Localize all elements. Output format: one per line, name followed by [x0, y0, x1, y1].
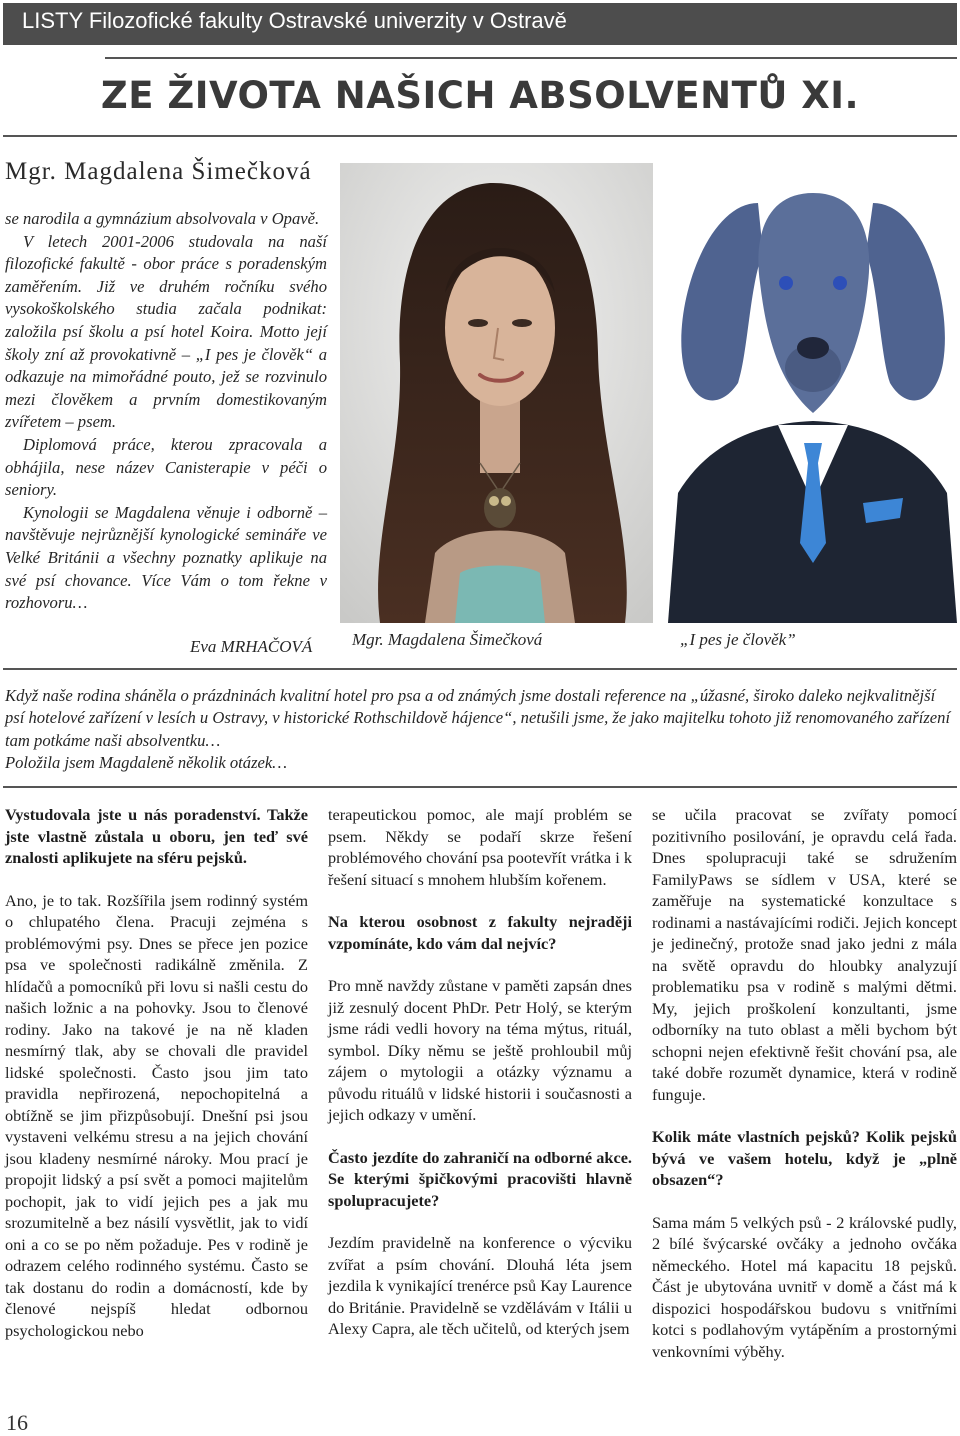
- intro-paragraph: Diplomová práce, kterou zpracovala a obhájila, nese název Canisterapie v péči o seniory.: [5, 434, 327, 500]
- page-number: 16: [6, 1410, 28, 1435]
- intro-paragraph: V letech 2001-2006 studovala na naší filozofické fakultě - obor práce s poradenským zaměřením. Již ve druhém ročníku svého vysokoškolského studia začala podnikat: založila psí školu a psí hotel Koira. Motto její školy zní až provokativně – „I pes je člověk“ a odkazuje na mimořádné pouto, jež se rozvinulo mezi člověkem a prvním domestikovaným zvířetem – psem.: [5, 231, 327, 432]
- interview-answer: Sama mám 5 velkých psů - 2 královské pudly, 2 bílé švýcarské ovčáky a jednoho ovčáka německého. Hotel má kapacitu 18 pejsků. Část je ubytována uvnitř v domě a část má k dispozici hospodářskou budovu s vnitřními kotci s podlahovým vytápěním a prostornými venkovními výběhy.: [652, 1212, 957, 1361]
- journal-title: LISTY Filozofické fakulty Ostravské univerzity v Ostravě: [22, 8, 567, 33]
- interview-answer: Jezdím pravidelně na konference o výcviku zvířat a psím chování. Dlouhá léta jsem jezdila k vynikající trenérce psů Kay Laurence do Británie. Pravidelně se vzdělávám v Itálii u Alexy Capra, ale těch učitelů, od kterých jsem: [328, 1233, 632, 1338]
- intro-paragraph: Kynologii se Magdalena věnuje i odborně – navštěvuje nejrůznější kynologické semináře ve Velké Británii a všechny poznatky aplikuje na své psí chovance. Více Vám o tom řekne v rozhovoru…: [5, 502, 327, 613]
- interview-question: Vystudovala jste u nás poradenství. Takže jste vlastně zůstala u oboru, jen teď své znalosti aplikujete na sféru pejsků.: [5, 805, 308, 867]
- intro-divider: [3, 668, 957, 670]
- intro-text: [5, 208, 327, 615]
- lead-text: [5, 685, 957, 774]
- interview-answer: se učila pracovat se zvířaty pomocí pozitivního posilování, je opravdu celá řada. Dnes spolupracuji také se sdružením FamilyPaws se sídlem v USA, které se zaměřuje na systematické konzultace s rodinami a nastávajícími rodiči. Jejich koncept je jedinečný, protože snad jako jedni z mála na světě opravdu do hloubky analyzují problematiku psa v rodině s malými dětmi. My, jejich proškolení konzultanti, jsme odborníky na tuto oblast a měli bychom být schopni nejen efektivně řešit chování psa, ale také dobře rozumět dynamice, která v rodině funguje.: [652, 805, 957, 1104]
- interview-answer: Ano, je to tak. Rozšířila jsem rodinný systém o chlupatého člena. Pracuji zejména s problémovými psy. Dnes se přece jen pozice psa ve společnosti radikálně změnila. Z hlídačů a pomocníků při lovu si našli cestu do našich ložnic a na pohovky. Jsou to členové rodiny. Jako na takové je na ně kladen nesmírný tlak, aby se chovali dle pravidel lidské společnosti. Často jsou jim tato pravidla nepřirozená, nepochopitelná a obtížně se jim přizpůsobují. Dnešní psi jsou vystaveni velkému stresu a na jejich chování jsou kladeny nesmírné nároky. Mou prací je propojit lidský a psí svět a pomoci majitelům pochopit, jak to vidí jejich pes a jak mu srozumitelně a bez násilí vysvětlit, jak to vidí oni a co se po něm požaduje. Pes v rodině je odrazem celého rodinného systému. Často se tak dostanu do rodin a domácností, kde by členové nejspíš hledat odbornou psychologickou nebo: [5, 890, 308, 1340]
- headline-bottom-rule: [3, 135, 957, 137]
- portrait-photo: [340, 163, 653, 623]
- article-column-1: [5, 804, 308, 1362]
- graduate-name: Mgr. Magdalena Šimečková: [5, 158, 312, 185]
- intro-paragraph: se narodila a gymnázium absolvovala v Opavě.: [5, 209, 320, 228]
- page-headline: ZE ŽIVOTA NAŠICH ABSOLVENTŮ XI.: [100, 74, 860, 117]
- portrait-caption: Mgr. Magdalena Šimečková: [352, 630, 543, 649]
- article-column-2: [328, 804, 632, 1361]
- lead-paragraph: Položila jsem Magdaleně několik otázek…: [5, 752, 288, 772]
- interview-answer: Pro mně navždy zůstane v paměti zapsán dnes již zesnulý docent PhDr. Petr Holý, se kterým jsme rádi vedli hovory na téma mýtus, rituál, symbol. Díky němu se ještě prohloubil můj zájem o mytologii a otázky významu a původu rituálů v lidské historii i současnosti a jejich odkazy v umění.: [328, 976, 632, 1124]
- author-signature: Eva MRHAČOVÁ: [190, 637, 313, 656]
- interview-question: Na kterou osobnost z fakulty nejraději vzpomínáte, kdo vám dal nejvíc?: [328, 912, 632, 953]
- interview-question: Často jezdíte do zahraničí na odborné akce. Se kterými špičkovými pracovišti hlavně spolupracujete?: [328, 1147, 632, 1210]
- dog-in-suit-photo: [668, 163, 957, 623]
- article-column-3: [652, 804, 957, 1383]
- lead-divider: [3, 786, 957, 788]
- dog-photo-caption: „I pes je člověk”: [680, 630, 796, 649]
- interview-answer: terapeutickou pomoc, ale mají problém se psem. Někdy se podaří skrze řešení problémového chování psa pootevřít vrátka i k řešení situací s mnohem hlubším kořenem.: [328, 805, 632, 889]
- interview-question: Kolik máte vlastních pejsků? Kolik pejsků bývá ve vašem hotelu, když je „plně obsazen“?: [652, 1127, 957, 1189]
- headline-top-rule: [105, 57, 957, 59]
- lead-paragraph: Když naše rodina sháněla o prázdninách kvalitní hotel pro psa a od známých jsme dostali reference na „úžasné, široko daleko nejkvalitnější psí hotelové zařízení v lesích u Ostravy, v historické Rothschildově hájence“, netušili jsme, že jako majitelku tohoto již renomovaného zařízení tam potkáme naši absolventku…: [5, 686, 951, 750]
